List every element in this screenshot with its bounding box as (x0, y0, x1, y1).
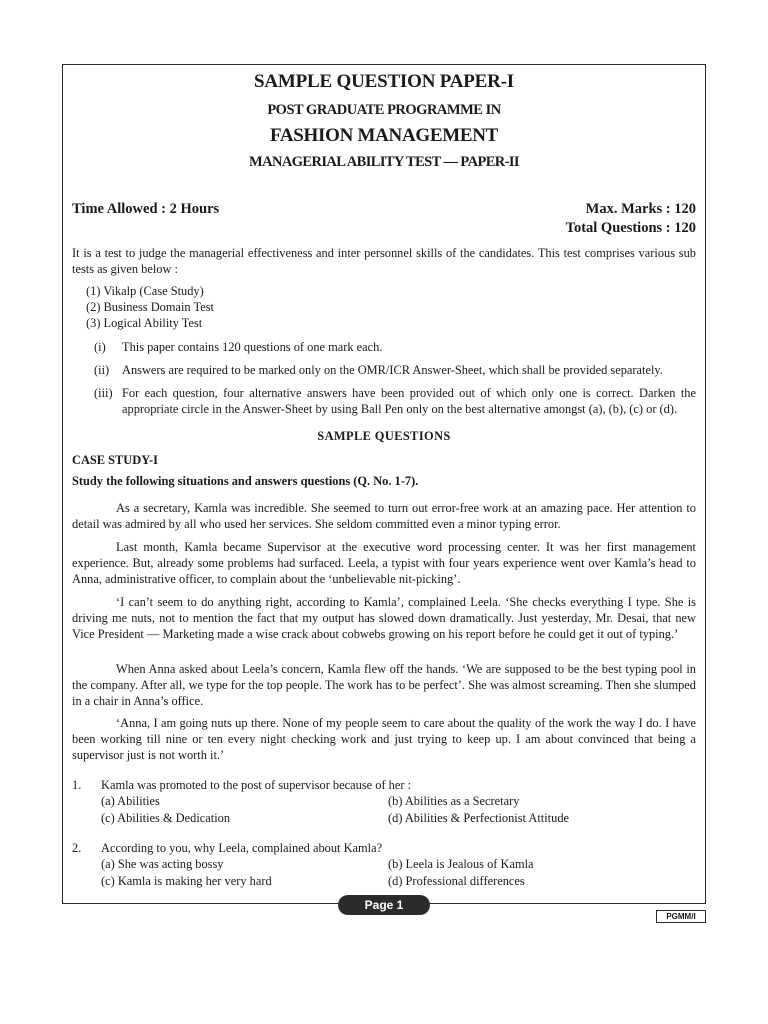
subtest-list (86, 283, 214, 331)
subtest-item: (1) Vikalp (Case Study) (86, 284, 204, 298)
option-c: (c) Abilities & Dedication (101, 811, 231, 825)
test-title: MANAGERIAL ABILITY TEST — PAPER-II (249, 154, 519, 170)
option-d: (d) Abilities & Perfectionist Attitude (388, 811, 570, 825)
case-paragraph: ‘Anna, I am going nuts up there. None of my people seem to care about the quality of the work the way I do. I have been working till nine or ten every night checking work and just trying to keep up. I am about convinced that being a supervisor just is not worth it.’ (72, 716, 696, 762)
max-marks: Max. Marks : 120 (585, 201, 696, 217)
instruction-text: For each question, four alternative answers have been provided out of which only one is correct. Darken the appropriate circle in the Answer-Sheet by using Ball Pen only on the best alternative amongst (a), (b), (c) or (d). (122, 386, 696, 416)
option-b: (b) Leela is Jealous of Kamla (388, 857, 534, 871)
instruction-number: (iii) (94, 386, 113, 400)
option-d: (d) Professional differences (388, 874, 525, 888)
option-a: (a) She was acting bossy (101, 857, 224, 871)
programme-title: POST GRADUATE PROGRAMME IN (267, 102, 501, 118)
page-number-badge: Page 1 (338, 895, 430, 915)
sample-questions-heading: SAMPLE QUESTIONS (317, 429, 451, 443)
time-allowed: Time Allowed : 2 Hours (72, 201, 220, 217)
paper-title: SAMPLE QUESTION PAPER-I (253, 71, 515, 92)
option-b: (b) Abilities as a Secretary (388, 794, 520, 808)
total-questions: Total Questions : 120 (565, 220, 696, 236)
instruction-number: (ii) (94, 363, 110, 377)
instruction-item (72, 339, 696, 355)
page-frame (62, 64, 706, 904)
subtest-item: (3) Logical Ability Test (86, 316, 203, 330)
paper-code: PGMM/I (656, 910, 706, 923)
option-c: (c) Kamla is making her very hard (101, 874, 272, 888)
instruction-text: This paper contains 120 questions of one mark each. (122, 340, 383, 354)
instruction-item (72, 362, 696, 378)
subject-title: FASHION MANAGEMENT (269, 125, 499, 146)
question-number: 1. (72, 778, 82, 792)
case-paragraph: ‘I can’t seem to do anything right, according to Kamla’, complained Leela. ‘She checks everything I type. She is driving me nuts, not to mention the fact that my output has slowed down dramatically. Just yesterday, Mr. Desai, that new Vice President — Marketing made a wise crack about cobwebs growing on his report before he could get it out of typing.’ (72, 595, 696, 641)
subtest-item: (2) Business Domain Test (86, 300, 214, 314)
instruction-number: (i) (94, 340, 106, 354)
instruction-text: Answers are required to be marked only on the OMR/ICR Answer-Sheet, which shall be provided separately. (122, 363, 663, 377)
question-text: Kamla was promoted to the post of supervisor because of her : (101, 778, 412, 792)
question-number: 2. (72, 841, 82, 855)
case-paragraph: Last month, Kamla became Supervisor at the executive word processing center. It was her first management experience. But, already some problems had surfaced. Leela, a typist with four years experience went over Kamla’s head to Anna, administrative officer, to complain about the ‘unbelievable nit-picking’. (72, 540, 696, 586)
instruction-item (72, 385, 696, 417)
option-a: (a) Abilities (101, 794, 160, 808)
case-paragraph: When Anna asked about Leela’s concern, Kamla flew off the hands. ‘We are supposed to be the best typing pool in the company. After all, we type for the top people. The work has to be perfect’. She was almost screaming. Then she slumped in a chair in Anna’s office. (72, 662, 696, 708)
case-study-instruction: Study the following situations and answers questions (Q. No. 1-7). (72, 474, 419, 488)
case-study-title: CASE STUDY-I (72, 453, 158, 467)
case-paragraph: As a secretary, Kamla was incredible. She seemed to turn out error-free work at an amazing pace. Her attention to detail was admired by all who used her services. She seldom committed even a minor typing error. (72, 501, 696, 531)
question-text: According to you, why Leela, complained about Kamla? (101, 841, 383, 855)
intro-paragraph: It is a test to judge the managerial effectiveness and inter personnel skills of the candidates. This test comprises various sub tests as given below : (72, 246, 696, 276)
